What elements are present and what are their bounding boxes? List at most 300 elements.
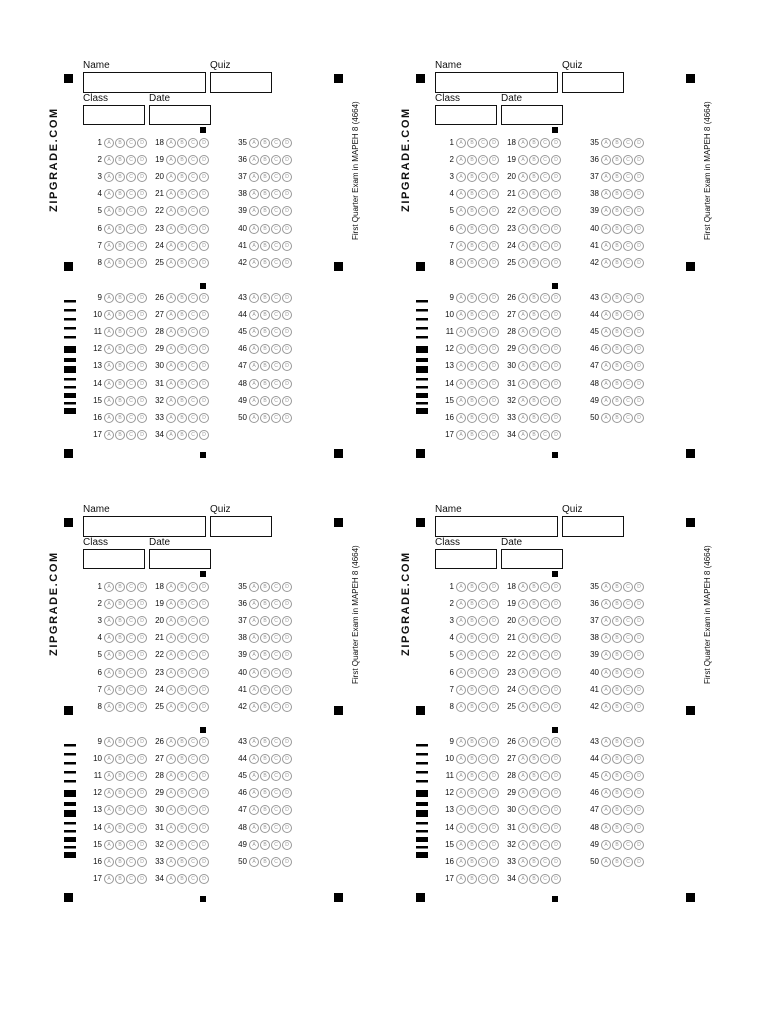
answer-bubble[interactable]: C [188,685,198,695]
answer-bubble[interactable]: D [199,172,209,182]
answer-bubble[interactable]: C [540,258,550,268]
answer-bubble[interactable]: A [249,155,259,165]
answer-bubble[interactable]: C [478,172,488,182]
answer-bubble[interactable]: D [551,293,561,303]
answer-bubble[interactable]: D [489,293,499,303]
answer-bubble[interactable]: D [634,737,644,747]
answer-bubble[interactable]: B [260,737,270,747]
answer-bubble[interactable]: C [623,582,633,592]
answer-bubble[interactable]: B [115,702,125,712]
answer-bubble[interactable]: B [467,857,477,867]
quiz-field[interactable] [562,72,624,93]
answer-bubble[interactable]: C [540,702,550,712]
answer-bubble[interactable]: B [529,650,539,660]
answer-bubble[interactable]: B [467,737,477,747]
answer-bubble[interactable]: B [529,344,539,354]
answer-bubble[interactable]: D [489,582,499,592]
answer-bubble[interactable]: A [166,582,176,592]
answer-bubble[interactable]: D [137,327,147,337]
answer-bubble[interactable]: D [199,650,209,660]
answer-bubble[interactable]: A [166,172,176,182]
answer-bubble[interactable]: B [529,430,539,440]
answer-bubble[interactable]: D [551,823,561,833]
answer-bubble[interactable]: C [271,155,281,165]
answer-bubble[interactable]: A [249,224,259,234]
answer-bubble[interactable]: A [104,874,114,884]
answer-bubble[interactable]: C [623,685,633,695]
answer-bubble[interactable]: C [188,874,198,884]
answer-bubble[interactable]: B [612,633,622,643]
answer-bubble[interactable]: C [271,805,281,815]
answer-bubble[interactable]: D [489,823,499,833]
answer-bubble[interactable]: B [115,771,125,781]
answer-bubble[interactable]: C [188,771,198,781]
answer-bubble[interactable]: A [601,702,611,712]
answer-bubble[interactable]: D [634,788,644,798]
answer-bubble[interactable]: D [489,857,499,867]
answer-bubble[interactable]: C [126,668,136,678]
answer-bubble[interactable]: D [489,702,499,712]
answer-bubble[interactable]: D [634,241,644,251]
answer-bubble[interactable]: D [634,805,644,815]
answer-bubble[interactable]: B [467,702,477,712]
answer-bubble[interactable]: A [601,599,611,609]
answer-bubble[interactable]: A [601,206,611,216]
answer-bubble[interactable]: C [188,396,198,406]
answer-bubble[interactable]: A [456,310,466,320]
answer-bubble[interactable]: B [529,857,539,867]
answer-bubble[interactable]: D [489,310,499,320]
answer-bubble[interactable]: A [518,206,528,216]
answer-bubble[interactable]: A [601,650,611,660]
answer-bubble[interactable]: D [634,771,644,781]
answer-bubble[interactable]: C [540,840,550,850]
answer-bubble[interactable]: C [126,650,136,660]
answer-bubble[interactable]: C [126,172,136,182]
answer-bubble[interactable]: D [489,685,499,695]
answer-bubble[interactable]: B [467,599,477,609]
answer-bubble[interactable]: D [489,206,499,216]
answer-bubble[interactable]: C [126,685,136,695]
answer-bubble[interactable]: B [260,293,270,303]
answer-bubble[interactable]: D [489,840,499,850]
answer-bubble[interactable]: B [260,788,270,798]
answer-bubble[interactable]: C [126,702,136,712]
answer-bubble[interactable]: C [478,327,488,337]
answer-bubble[interactable]: C [540,771,550,781]
answer-bubble[interactable]: C [126,599,136,609]
answer-bubble[interactable]: D [634,224,644,234]
answer-bubble[interactable]: D [551,241,561,251]
answer-bubble[interactable]: D [634,310,644,320]
answer-bubble[interactable]: D [282,396,292,406]
answer-bubble[interactable]: C [540,155,550,165]
answer-bubble[interactable]: B [467,293,477,303]
answer-bubble[interactable]: B [115,224,125,234]
answer-bubble[interactable]: B [115,138,125,148]
answer-bubble[interactable]: B [115,206,125,216]
answer-bubble[interactable]: B [529,189,539,199]
answer-bubble[interactable]: D [489,874,499,884]
answer-bubble[interactable]: A [456,771,466,781]
answer-bubble[interactable]: D [634,189,644,199]
answer-bubble[interactable]: A [456,206,466,216]
answer-bubble[interactable]: A [518,771,528,781]
answer-bubble[interactable]: B [612,805,622,815]
answer-bubble[interactable]: D [282,633,292,643]
answer-bubble[interactable]: B [529,327,539,337]
answer-bubble[interactable]: D [489,616,499,626]
answer-bubble[interactable]: A [104,327,114,337]
answer-bubble[interactable]: A [104,633,114,643]
answer-bubble[interactable]: B [467,189,477,199]
answer-bubble[interactable]: C [188,668,198,678]
answer-bubble[interactable]: A [601,668,611,678]
answer-bubble[interactable]: C [188,582,198,592]
answer-bubble[interactable]: D [137,754,147,764]
answer-bubble[interactable]: A [601,155,611,165]
answer-bubble[interactable]: C [126,616,136,626]
answer-bubble[interactable]: A [456,344,466,354]
answer-bubble[interactable]: D [551,138,561,148]
answer-bubble[interactable]: D [489,413,499,423]
answer-bubble[interactable]: A [249,413,259,423]
answer-bubble[interactable]: D [199,413,209,423]
answer-bubble[interactable]: C [188,206,198,216]
answer-bubble[interactable]: A [456,650,466,660]
answer-bubble[interactable]: B [612,172,622,182]
answer-bubble[interactable]: B [260,327,270,337]
answer-bubble[interactable]: B [177,840,187,850]
answer-bubble[interactable]: A [104,599,114,609]
answer-bubble[interactable]: A [518,754,528,764]
answer-bubble[interactable]: A [518,241,528,251]
answer-bubble[interactable]: C [126,189,136,199]
answer-bubble[interactable]: C [126,293,136,303]
answer-bubble[interactable]: A [601,172,611,182]
answer-bubble[interactable]: D [551,788,561,798]
answer-bubble[interactable]: A [166,344,176,354]
answer-bubble[interactable]: B [177,702,187,712]
answer-bubble[interactable]: B [177,805,187,815]
answer-bubble[interactable]: B [260,582,270,592]
answer-bubble[interactable]: D [282,650,292,660]
answer-bubble[interactable]: D [282,379,292,389]
answer-bubble[interactable]: C [623,805,633,815]
answer-bubble[interactable]: D [199,155,209,165]
answer-bubble[interactable]: C [188,616,198,626]
answer-bubble[interactable]: A [601,379,611,389]
answer-bubble[interactable]: A [166,430,176,440]
answer-bubble[interactable]: C [540,361,550,371]
answer-bubble[interactable]: C [478,310,488,320]
answer-bubble[interactable]: C [271,685,281,695]
answer-bubble[interactable]: A [601,241,611,251]
answer-bubble[interactable]: D [634,361,644,371]
answer-bubble[interactable]: A [518,857,528,867]
answer-bubble[interactable]: B [529,702,539,712]
class-field[interactable] [83,549,145,569]
answer-bubble[interactable]: D [137,874,147,884]
answer-bubble[interactable]: B [115,379,125,389]
answer-bubble[interactable]: B [612,344,622,354]
answer-bubble[interactable]: B [260,413,270,423]
answer-bubble[interactable]: C [188,155,198,165]
answer-bubble[interactable]: D [551,396,561,406]
answer-bubble[interactable]: A [104,189,114,199]
answer-bubble[interactable]: C [623,788,633,798]
answer-bubble[interactable]: B [467,616,477,626]
answer-bubble[interactable]: A [456,685,466,695]
answer-bubble[interactable]: A [166,840,176,850]
answer-bubble[interactable]: D [489,361,499,371]
answer-bubble[interactable]: B [115,874,125,884]
answer-bubble[interactable]: D [137,224,147,234]
answer-bubble[interactable]: C [478,155,488,165]
answer-bubble[interactable]: A [249,258,259,268]
answer-bubble[interactable]: A [166,138,176,148]
answer-bubble[interactable]: B [177,327,187,337]
answer-bubble[interactable]: A [166,857,176,867]
answer-bubble[interactable]: C [540,737,550,747]
answer-bubble[interactable]: D [137,702,147,712]
answer-bubble[interactable]: A [166,241,176,251]
answer-bubble[interactable]: A [104,206,114,216]
answer-bubble[interactable]: C [478,702,488,712]
answer-bubble[interactable]: C [540,668,550,678]
answer-bubble[interactable]: A [166,224,176,234]
answer-bubble[interactable]: B [529,582,539,592]
answer-bubble[interactable]: D [551,224,561,234]
answer-bubble[interactable]: D [551,754,561,764]
answer-bubble[interactable]: C [271,650,281,660]
answer-bubble[interactable]: A [518,702,528,712]
answer-bubble[interactable]: A [518,396,528,406]
answer-bubble[interactable]: C [540,189,550,199]
answer-bubble[interactable]: B [467,138,477,148]
answer-bubble[interactable]: D [137,650,147,660]
answer-bubble[interactable]: A [166,616,176,626]
answer-bubble[interactable]: D [282,840,292,850]
answer-bubble[interactable]: C [188,344,198,354]
answer-bubble[interactable]: B [467,344,477,354]
answer-bubble[interactable]: B [115,805,125,815]
answer-bubble[interactable]: B [260,310,270,320]
answer-bubble[interactable]: D [551,344,561,354]
answer-bubble[interactable]: C [126,413,136,423]
answer-bubble[interactable]: B [529,840,539,850]
answer-bubble[interactable]: A [518,430,528,440]
answer-bubble[interactable]: D [199,189,209,199]
answer-bubble[interactable]: D [489,258,499,268]
answer-bubble[interactable]: B [467,241,477,251]
answer-bubble[interactable]: B [177,582,187,592]
answer-bubble[interactable]: B [467,155,477,165]
answer-bubble[interactable]: A [104,702,114,712]
answer-bubble[interactable]: B [177,361,187,371]
answer-bubble[interactable]: D [634,258,644,268]
answer-bubble[interactable]: B [529,788,539,798]
answer-bubble[interactable]: B [177,293,187,303]
answer-bubble[interactable]: C [271,737,281,747]
answer-bubble[interactable]: C [623,413,633,423]
answer-bubble[interactable]: A [601,754,611,764]
answer-bubble[interactable]: B [467,206,477,216]
answer-bubble[interactable]: D [199,258,209,268]
answer-bubble[interactable]: A [249,754,259,764]
answer-bubble[interactable]: D [551,413,561,423]
answer-bubble[interactable]: D [551,650,561,660]
answer-bubble[interactable]: D [551,172,561,182]
answer-bubble[interactable]: C [478,874,488,884]
answer-bubble[interactable]: D [551,430,561,440]
answer-bubble[interactable]: D [282,702,292,712]
answer-bubble[interactable]: A [601,396,611,406]
answer-bubble[interactable]: D [137,685,147,695]
answer-bubble[interactable]: A [249,582,259,592]
answer-bubble[interactable]: B [612,582,622,592]
answer-bubble[interactable]: A [249,293,259,303]
answer-bubble[interactable]: C [540,874,550,884]
answer-bubble[interactable]: B [529,771,539,781]
answer-bubble[interactable]: B [115,840,125,850]
answer-bubble[interactable]: B [115,599,125,609]
answer-bubble[interactable]: D [634,293,644,303]
answer-bubble[interactable]: C [623,396,633,406]
answer-bubble[interactable]: D [137,430,147,440]
answer-bubble[interactable]: D [199,582,209,592]
answer-bubble[interactable]: C [126,857,136,867]
date-field[interactable] [501,549,563,569]
answer-bubble[interactable]: A [249,616,259,626]
answer-bubble[interactable]: D [137,241,147,251]
answer-bubble[interactable]: C [188,857,198,867]
answer-bubble[interactable]: A [601,857,611,867]
answer-bubble[interactable]: B [529,138,539,148]
answer-bubble[interactable]: D [137,379,147,389]
answer-bubble[interactable]: C [478,430,488,440]
answer-bubble[interactable]: A [456,258,466,268]
answer-bubble[interactable]: A [249,172,259,182]
answer-bubble[interactable]: B [467,430,477,440]
answer-bubble[interactable]: B [260,633,270,643]
answer-bubble[interactable]: C [540,805,550,815]
answer-bubble[interactable]: C [623,737,633,747]
answer-bubble[interactable]: C [623,840,633,850]
answer-bubble[interactable]: D [282,258,292,268]
answer-bubble[interactable]: B [467,668,477,678]
answer-bubble[interactable]: A [601,224,611,234]
answer-bubble[interactable]: A [601,189,611,199]
answer-bubble[interactable]: C [540,293,550,303]
answer-bubble[interactable]: C [623,599,633,609]
answer-bubble[interactable]: C [188,805,198,815]
answer-bubble[interactable]: C [623,293,633,303]
answer-bubble[interactable]: B [612,206,622,216]
answer-bubble[interactable]: B [529,633,539,643]
answer-bubble[interactable]: D [199,241,209,251]
answer-bubble[interactable]: B [115,310,125,320]
answer-bubble[interactable]: B [612,650,622,660]
answer-bubble[interactable]: A [166,633,176,643]
answer-bubble[interactable]: D [634,599,644,609]
answer-bubble[interactable]: D [634,633,644,643]
answer-bubble[interactable]: A [456,599,466,609]
answer-bubble[interactable]: A [601,788,611,798]
answer-bubble[interactable]: A [104,737,114,747]
answer-bubble[interactable]: C [540,582,550,592]
answer-bubble[interactable]: A [456,633,466,643]
answer-bubble[interactable]: B [260,754,270,764]
answer-bubble[interactable]: D [489,224,499,234]
answer-bubble[interactable]: A [249,823,259,833]
answer-bubble[interactable]: D [282,857,292,867]
answer-bubble[interactable]: D [551,327,561,337]
answer-bubble[interactable]: A [166,413,176,423]
answer-bubble[interactable]: A [104,771,114,781]
answer-bubble[interactable]: A [166,737,176,747]
answer-bubble[interactable]: C [188,737,198,747]
answer-bubble[interactable]: D [489,754,499,764]
answer-bubble[interactable]: C [126,754,136,764]
answer-bubble[interactable]: C [271,327,281,337]
answer-bubble[interactable]: B [467,805,477,815]
answer-bubble[interactable]: A [166,155,176,165]
answer-bubble[interactable]: C [271,241,281,251]
answer-bubble[interactable]: C [271,138,281,148]
name-field[interactable] [435,516,558,537]
answer-bubble[interactable]: B [177,413,187,423]
answer-bubble[interactable]: D [137,172,147,182]
answer-bubble[interactable]: D [489,396,499,406]
answer-bubble[interactable]: A [104,805,114,815]
answer-bubble[interactable]: B [260,361,270,371]
answer-bubble[interactable]: C [623,633,633,643]
answer-bubble[interactable]: D [489,805,499,815]
answer-bubble[interactable]: B [467,379,477,389]
answer-bubble[interactable]: A [518,224,528,234]
answer-bubble[interactable]: D [282,413,292,423]
answer-bubble[interactable]: A [104,430,114,440]
answer-bubble[interactable]: A [601,685,611,695]
answer-bubble[interactable]: C [623,344,633,354]
answer-bubble[interactable]: B [529,241,539,251]
answer-bubble[interactable]: A [104,224,114,234]
answer-bubble[interactable]: A [166,668,176,678]
answer-bubble[interactable]: A [166,874,176,884]
answer-bubble[interactable]: C [478,379,488,389]
answer-bubble[interactable]: B [115,685,125,695]
answer-bubble[interactable]: C [126,823,136,833]
answer-bubble[interactable]: C [623,361,633,371]
answer-bubble[interactable]: D [551,155,561,165]
answer-bubble[interactable]: C [271,840,281,850]
answer-bubble[interactable]: A [104,668,114,678]
answer-bubble[interactable]: C [126,633,136,643]
answer-bubble[interactable]: A [518,737,528,747]
answer-bubble[interactable]: C [188,702,198,712]
answer-bubble[interactable]: C [540,241,550,251]
answer-bubble[interactable]: A [104,840,114,850]
answer-bubble[interactable]: C [478,138,488,148]
answer-bubble[interactable]: A [456,413,466,423]
answer-bubble[interactable]: C [478,206,488,216]
answer-bubble[interactable]: B [467,413,477,423]
answer-bubble[interactable]: B [612,599,622,609]
answer-bubble[interactable]: A [104,241,114,251]
answer-bubble[interactable]: D [199,361,209,371]
answer-bubble[interactable]: C [126,258,136,268]
